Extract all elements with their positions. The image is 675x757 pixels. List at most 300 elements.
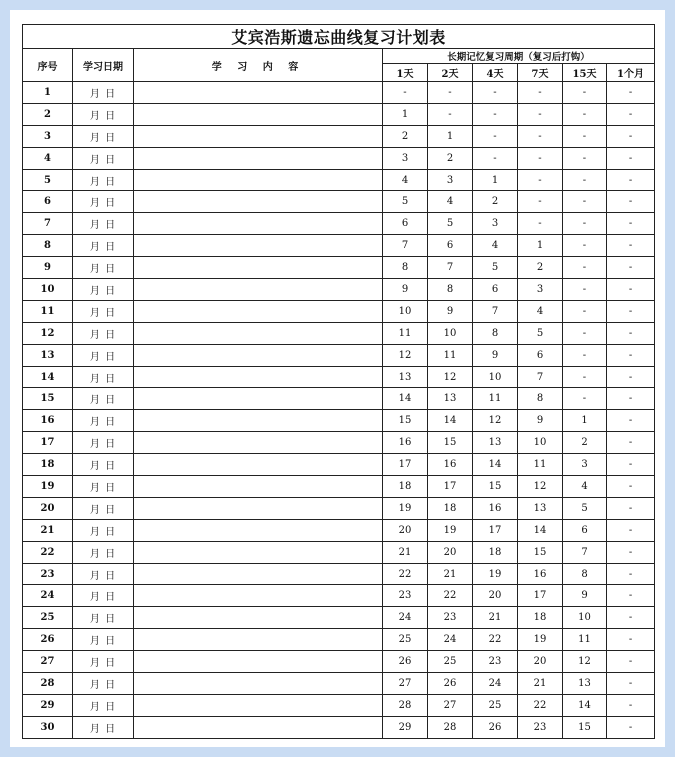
row-review-cell[interactable]: - (563, 213, 607, 235)
row-review-cell[interactable]: 9 (563, 585, 607, 607)
row-date-field[interactable]: 月 日 (73, 191, 134, 213)
row-content-field[interactable] (134, 716, 383, 738)
row-review-cell[interactable]: 10 (518, 432, 563, 454)
row-content-field[interactable] (134, 191, 383, 213)
table-row (23, 541, 655, 563)
row-review-cell[interactable]: 9 (383, 279, 428, 301)
header-period-7-days: 7天 (518, 64, 563, 82)
row-index: 23 (23, 563, 73, 585)
row-index: 26 (23, 629, 73, 651)
row-review-cell[interactable]: - (607, 410, 655, 432)
row-content-field[interactable] (134, 169, 383, 191)
row-date-field[interactable]: 月 日 (73, 257, 134, 279)
row-review-cell[interactable]: 24 (383, 607, 428, 629)
row-review-cell[interactable]: 14 (518, 519, 563, 541)
row-review-cell[interactable]: 5 (383, 191, 428, 213)
row-review-cell[interactable]: 23 (383, 585, 428, 607)
row-review-cell[interactable]: - (607, 651, 655, 673)
row-index: 28 (23, 673, 73, 695)
row-date-field[interactable]: 月 日 (73, 476, 134, 498)
row-review-cell[interactable]: - (607, 191, 655, 213)
row-review-cell[interactable]: 8 (473, 322, 518, 344)
row-review-cell[interactable]: 27 (428, 694, 473, 716)
row-date-field[interactable]: 月 日 (73, 673, 134, 695)
row-review-cell[interactable]: 27 (383, 673, 428, 695)
row-date-field[interactable]: 月 日 (73, 629, 134, 651)
row-review-cell[interactable]: 10 (428, 322, 473, 344)
table-row (23, 235, 655, 257)
row-review-cell[interactable]: - (607, 541, 655, 563)
table-row (23, 607, 655, 629)
row-review-cell[interactable]: 13 (383, 366, 428, 388)
row-content-field[interactable] (134, 103, 383, 125)
row-review-cell[interactable]: - (563, 191, 607, 213)
row-review-cell[interactable]: - (607, 213, 655, 235)
table-row (23, 694, 655, 716)
row-review-cell[interactable]: - (518, 147, 563, 169)
row-review-cell[interactable]: - (607, 519, 655, 541)
row-review-cell[interactable]: 18 (473, 541, 518, 563)
row-review-cell[interactable]: 25 (473, 694, 518, 716)
row-review-cell[interactable]: 2 (428, 147, 473, 169)
row-date-field[interactable]: 月 日 (73, 563, 134, 585)
row-review-cell[interactable]: 23 (428, 607, 473, 629)
row-review-cell[interactable]: - (563, 82, 607, 104)
row-review-cell[interactable]: 15 (473, 476, 518, 498)
row-review-cell[interactable]: - (607, 125, 655, 147)
review-plan-table (22, 24, 655, 739)
row-review-cell[interactable]: 10 (383, 300, 428, 322)
row-review-cell[interactable]: 5 (563, 497, 607, 519)
row-date-field[interactable]: 月 日 (73, 235, 134, 257)
row-review-cell[interactable]: 11 (518, 454, 563, 476)
row-content-field[interactable] (134, 300, 383, 322)
table-row (23, 366, 655, 388)
table-row (23, 344, 655, 366)
header-period-1-day: 1天 (383, 64, 428, 82)
row-index: 29 (23, 694, 73, 716)
row-review-cell[interactable]: 20 (473, 585, 518, 607)
row-review-cell[interactable]: - (607, 300, 655, 322)
table-row (23, 322, 655, 344)
row-review-cell[interactable]: 8 (428, 279, 473, 301)
row-index: 9 (23, 257, 73, 279)
row-review-cell[interactable]: - (518, 82, 563, 104)
row-index: 5 (23, 169, 73, 191)
row-date-field[interactable]: 月 日 (73, 519, 134, 541)
row-index: 10 (23, 279, 73, 301)
row-review-cell[interactable]: - (563, 366, 607, 388)
row-review-cell[interactable]: 15 (518, 541, 563, 563)
row-review-cell[interactable]: 23 (518, 716, 563, 738)
row-review-cell[interactable]: 6 (518, 344, 563, 366)
header-period-4-days: 4天 (473, 64, 518, 82)
row-review-cell[interactable]: - (607, 147, 655, 169)
row-date-field[interactable]: 月 日 (73, 366, 134, 388)
row-review-cell[interactable]: 9 (428, 300, 473, 322)
row-review-cell[interactable]: - (607, 497, 655, 519)
row-review-cell[interactable]: - (563, 300, 607, 322)
row-review-cell[interactable]: 15 (428, 432, 473, 454)
table-row (23, 716, 655, 738)
table-row (23, 213, 655, 235)
row-review-cell[interactable]: 28 (428, 716, 473, 738)
row-date-field[interactable]: 月 日 (73, 322, 134, 344)
row-review-cell[interactable]: - (518, 125, 563, 147)
row-review-cell[interactable]: 19 (428, 519, 473, 541)
row-index: 16 (23, 410, 73, 432)
row-review-cell[interactable]: 26 (383, 651, 428, 673)
row-review-cell[interactable]: 7 (428, 257, 473, 279)
row-review-cell[interactable]: 4 (518, 300, 563, 322)
row-review-cell[interactable]: 2 (563, 432, 607, 454)
row-review-cell[interactable]: - (518, 103, 563, 125)
row-review-cell[interactable]: - (607, 432, 655, 454)
table-row (23, 563, 655, 585)
row-review-cell[interactable]: 2 (383, 125, 428, 147)
table-row (23, 300, 655, 322)
row-review-cell[interactable]: 16 (473, 497, 518, 519)
row-review-cell[interactable]: 7 (563, 541, 607, 563)
row-index: 11 (23, 300, 73, 322)
row-review-cell[interactable]: - (607, 322, 655, 344)
row-review-cell[interactable]: 20 (383, 519, 428, 541)
row-index: 3 (23, 125, 73, 147)
row-review-cell[interactable]: 21 (473, 607, 518, 629)
row-review-cell[interactable]: 21 (518, 673, 563, 695)
row-review-cell[interactable]: 16 (428, 454, 473, 476)
row-date-field[interactable]: 月 日 (73, 169, 134, 191)
row-date-field[interactable]: 月 日 (73, 694, 134, 716)
table-row (23, 476, 655, 498)
row-review-cell[interactable]: 13 (518, 497, 563, 519)
row-content-field[interactable] (134, 322, 383, 344)
row-review-cell[interactable]: 23 (473, 651, 518, 673)
row-index: 17 (23, 432, 73, 454)
row-content-field[interactable] (134, 432, 383, 454)
row-review-cell[interactable]: 1 (563, 410, 607, 432)
row-review-cell[interactable]: 7 (473, 300, 518, 322)
table-row (23, 279, 655, 301)
row-review-cell[interactable]: - (607, 454, 655, 476)
row-content-field[interactable] (134, 410, 383, 432)
row-content-field[interactable] (134, 366, 383, 388)
row-review-cell[interactable]: - (607, 235, 655, 257)
row-review-cell[interactable]: - (563, 169, 607, 191)
row-review-cell[interactable]: - (607, 585, 655, 607)
row-review-cell[interactable]: - (563, 235, 607, 257)
row-review-cell[interactable]: - (428, 82, 473, 104)
row-review-cell[interactable]: 10 (563, 607, 607, 629)
row-review-cell[interactable]: 3 (383, 147, 428, 169)
row-review-cell[interactable]: 6 (383, 213, 428, 235)
row-review-cell[interactable]: 22 (518, 694, 563, 716)
row-review-cell[interactable]: 9 (518, 410, 563, 432)
row-date-field[interactable]: 月 日 (73, 344, 134, 366)
row-content-field[interactable] (134, 344, 383, 366)
row-review-cell[interactable]: 4 (428, 191, 473, 213)
row-review-cell[interactable]: - (563, 279, 607, 301)
row-review-cell[interactable]: - (607, 629, 655, 651)
row-date-field[interactable]: 月 日 (73, 541, 134, 563)
table-row (23, 410, 655, 432)
row-review-cell[interactable]: 14 (383, 388, 428, 410)
review-plan-sheet (10, 10, 665, 747)
row-date-field[interactable]: 月 日 (73, 432, 134, 454)
row-content-field[interactable] (134, 235, 383, 257)
row-review-cell[interactable]: - (607, 82, 655, 104)
row-review-cell[interactable]: 20 (428, 541, 473, 563)
row-date-field[interactable]: 月 日 (73, 651, 134, 673)
row-review-cell[interactable]: 18 (383, 476, 428, 498)
row-review-cell[interactable]: - (607, 366, 655, 388)
row-review-cell[interactable]: 13 (563, 673, 607, 695)
table-body (23, 82, 655, 739)
row-review-cell[interactable]: - (607, 344, 655, 366)
row-review-cell[interactable]: 1 (518, 235, 563, 257)
row-review-cell[interactable]: 28 (383, 694, 428, 716)
row-review-cell[interactable]: - (563, 344, 607, 366)
row-review-cell[interactable]: 20 (518, 651, 563, 673)
row-review-cell[interactable]: 24 (473, 673, 518, 695)
row-review-cell[interactable]: 21 (428, 563, 473, 585)
row-review-cell[interactable]: - (607, 607, 655, 629)
table-row (23, 432, 655, 454)
row-review-cell[interactable]: 14 (563, 694, 607, 716)
table-row (23, 388, 655, 410)
row-review-cell[interactable]: 8 (383, 257, 428, 279)
row-review-cell[interactable]: 19 (383, 497, 428, 519)
row-review-cell[interactable]: - (563, 388, 607, 410)
row-review-cell[interactable]: 22 (473, 629, 518, 651)
row-index: 19 (23, 476, 73, 498)
row-review-cell[interactable]: - (607, 563, 655, 585)
row-review-cell[interactable]: 6 (473, 279, 518, 301)
row-review-cell[interactable]: 1 (383, 103, 428, 125)
row-review-cell[interactable]: 16 (383, 432, 428, 454)
row-review-cell[interactable]: 18 (518, 607, 563, 629)
row-review-cell[interactable]: 5 (518, 322, 563, 344)
row-review-cell[interactable]: 12 (518, 476, 563, 498)
row-review-cell[interactable]: - (607, 279, 655, 301)
row-content-field[interactable] (134, 607, 383, 629)
row-review-cell[interactable]: - (607, 694, 655, 716)
row-review-cell[interactable]: 26 (473, 716, 518, 738)
table-title: 艾宾浩斯遗忘曲线复习计划表 (23, 25, 655, 49)
row-review-cell[interactable]: - (518, 169, 563, 191)
row-content-field[interactable] (134, 279, 383, 301)
row-index: 21 (23, 519, 73, 541)
row-date-field[interactable]: 月 日 (73, 279, 134, 301)
table-row (23, 629, 655, 651)
row-review-cell[interactable]: 1 (428, 125, 473, 147)
row-review-cell[interactable]: 26 (428, 673, 473, 695)
row-review-cell[interactable]: - (518, 213, 563, 235)
row-review-cell[interactable]: - (563, 125, 607, 147)
row-review-cell[interactable]: - (473, 82, 518, 104)
row-content-field[interactable] (134, 213, 383, 235)
row-review-cell[interactable]: 19 (473, 563, 518, 585)
row-review-cell[interactable]: - (607, 169, 655, 191)
row-review-cell[interactable]: 6 (563, 519, 607, 541)
row-review-cell[interactable]: 14 (428, 410, 473, 432)
header-index: 序号 (23, 49, 73, 82)
row-index: 8 (23, 235, 73, 257)
row-review-cell[interactable]: 3 (428, 169, 473, 191)
table-row (23, 651, 655, 673)
row-review-cell[interactable]: 13 (428, 388, 473, 410)
row-review-cell[interactable]: 9 (473, 344, 518, 366)
header-date: 学习日期 (73, 49, 134, 82)
row-review-cell[interactable]: 19 (518, 629, 563, 651)
row-review-cell[interactable]: 2 (473, 191, 518, 213)
row-review-cell[interactable]: 17 (518, 585, 563, 607)
row-review-cell[interactable]: - (563, 322, 607, 344)
row-review-cell[interactable]: 5 (473, 257, 518, 279)
row-review-cell[interactable]: - (607, 673, 655, 695)
row-review-cell[interactable]: 3 (518, 279, 563, 301)
row-review-cell[interactable]: 14 (473, 454, 518, 476)
row-review-cell[interactable]: 22 (428, 585, 473, 607)
row-review-cell[interactable]: - (607, 257, 655, 279)
row-review-cell[interactable]: 12 (383, 344, 428, 366)
row-date-field[interactable]: 月 日 (73, 716, 134, 738)
row-review-cell[interactable]: 25 (383, 629, 428, 651)
header-period-15-days: 15天 (563, 64, 607, 82)
row-content-field[interactable] (134, 388, 383, 410)
row-content-field[interactable] (134, 147, 383, 169)
row-review-cell[interactable]: 24 (428, 629, 473, 651)
row-review-cell[interactable]: - (563, 257, 607, 279)
row-content-field[interactable] (134, 497, 383, 519)
row-review-cell[interactable]: - (563, 103, 607, 125)
row-index: 6 (23, 191, 73, 213)
row-review-cell[interactable]: 4 (383, 169, 428, 191)
row-review-cell[interactable]: 1 (473, 169, 518, 191)
row-date-field[interactable]: 月 日 (73, 497, 134, 519)
row-review-cell[interactable]: 15 (383, 410, 428, 432)
table-row (23, 103, 655, 125)
row-review-cell[interactable]: 11 (383, 322, 428, 344)
row-content-field[interactable] (134, 651, 383, 673)
row-content-field[interactable] (134, 585, 383, 607)
row-content-field[interactable] (134, 629, 383, 651)
header-content: 学 习 内 容 (134, 49, 383, 82)
row-date-field[interactable]: 月 日 (73, 82, 134, 104)
row-date-field[interactable]: 月 日 (73, 410, 134, 432)
row-date-field[interactable]: 月 日 (73, 585, 134, 607)
row-date-field[interactable]: 月 日 (73, 213, 134, 235)
row-index: 4 (23, 147, 73, 169)
row-review-cell[interactable]: - (607, 716, 655, 738)
row-review-cell[interactable]: 25 (428, 651, 473, 673)
row-content-field[interactable] (134, 82, 383, 104)
row-review-cell[interactable]: 11 (428, 344, 473, 366)
row-date-field[interactable]: 月 日 (73, 607, 134, 629)
row-review-cell[interactable]: 4 (473, 235, 518, 257)
row-content-field[interactable] (134, 519, 383, 541)
row-index: 2 (23, 103, 73, 125)
row-index: 15 (23, 388, 73, 410)
row-index: 30 (23, 716, 73, 738)
row-review-cell[interactable]: 17 (473, 519, 518, 541)
row-content-field[interactable] (134, 125, 383, 147)
row-review-cell[interactable]: 11 (563, 629, 607, 651)
row-review-cell[interactable]: 3 (563, 454, 607, 476)
table-row (23, 147, 655, 169)
row-date-field[interactable]: 月 日 (73, 103, 134, 125)
row-review-cell[interactable]: - (473, 103, 518, 125)
row-review-cell[interactable]: - (563, 147, 607, 169)
row-review-cell[interactable]: - (473, 147, 518, 169)
row-date-field[interactable]: 月 日 (73, 125, 134, 147)
table-row (23, 257, 655, 279)
row-review-cell[interactable]: - (428, 103, 473, 125)
header-period-2-days: 2天 (428, 64, 473, 82)
row-review-cell[interactable]: - (473, 125, 518, 147)
row-content-field[interactable] (134, 454, 383, 476)
header-review-group: 长期记忆复习周期（复习后打钩） (383, 49, 655, 64)
row-review-cell[interactable]: - (607, 388, 655, 410)
table-row (23, 454, 655, 476)
row-review-cell[interactable]: 18 (428, 497, 473, 519)
row-review-cell[interactable]: 3 (473, 213, 518, 235)
row-content-field[interactable] (134, 673, 383, 695)
row-review-cell[interactable]: 29 (383, 716, 428, 738)
row-date-field[interactable]: 月 日 (73, 147, 134, 169)
row-index: 1 (23, 82, 73, 104)
row-review-cell[interactable]: - (607, 476, 655, 498)
row-review-cell[interactable]: 2 (518, 257, 563, 279)
row-review-cell[interactable]: 11 (473, 388, 518, 410)
row-review-cell[interactable]: - (518, 191, 563, 213)
row-date-field[interactable]: 月 日 (73, 454, 134, 476)
row-review-cell[interactable]: 5 (428, 213, 473, 235)
row-content-field[interactable] (134, 694, 383, 716)
row-review-cell[interactable]: 17 (383, 454, 428, 476)
row-review-cell[interactable]: 12 (563, 651, 607, 673)
row-review-cell[interactable]: 10 (473, 366, 518, 388)
row-review-cell[interactable]: 15 (563, 716, 607, 738)
row-review-cell[interactable]: 16 (518, 563, 563, 585)
row-review-cell[interactable]: 4 (563, 476, 607, 498)
row-content-field[interactable] (134, 563, 383, 585)
row-review-cell[interactable]: - (383, 82, 428, 104)
row-review-cell[interactable]: 22 (383, 563, 428, 585)
row-review-cell[interactable]: 13 (473, 432, 518, 454)
row-review-cell[interactable]: 12 (473, 410, 518, 432)
row-content-field[interactable] (134, 541, 383, 563)
row-index: 13 (23, 344, 73, 366)
row-date-field[interactable]: 月 日 (73, 300, 134, 322)
row-index: 22 (23, 541, 73, 563)
row-index: 12 (23, 322, 73, 344)
row-review-cell[interactable]: 12 (428, 366, 473, 388)
row-content-field[interactable] (134, 257, 383, 279)
row-review-cell[interactable]: 17 (428, 476, 473, 498)
row-review-cell[interactable]: 7 (518, 366, 563, 388)
row-review-cell[interactable]: 7 (383, 235, 428, 257)
table-row (23, 585, 655, 607)
row-review-cell[interactable]: 21 (383, 541, 428, 563)
row-review-cell[interactable]: 8 (518, 388, 563, 410)
row-date-field[interactable]: 月 日 (73, 388, 134, 410)
row-review-cell[interactable]: 8 (563, 563, 607, 585)
row-index: 25 (23, 607, 73, 629)
row-review-cell[interactable]: - (607, 103, 655, 125)
row-review-cell[interactable]: 6 (428, 235, 473, 257)
row-content-field[interactable] (134, 476, 383, 498)
